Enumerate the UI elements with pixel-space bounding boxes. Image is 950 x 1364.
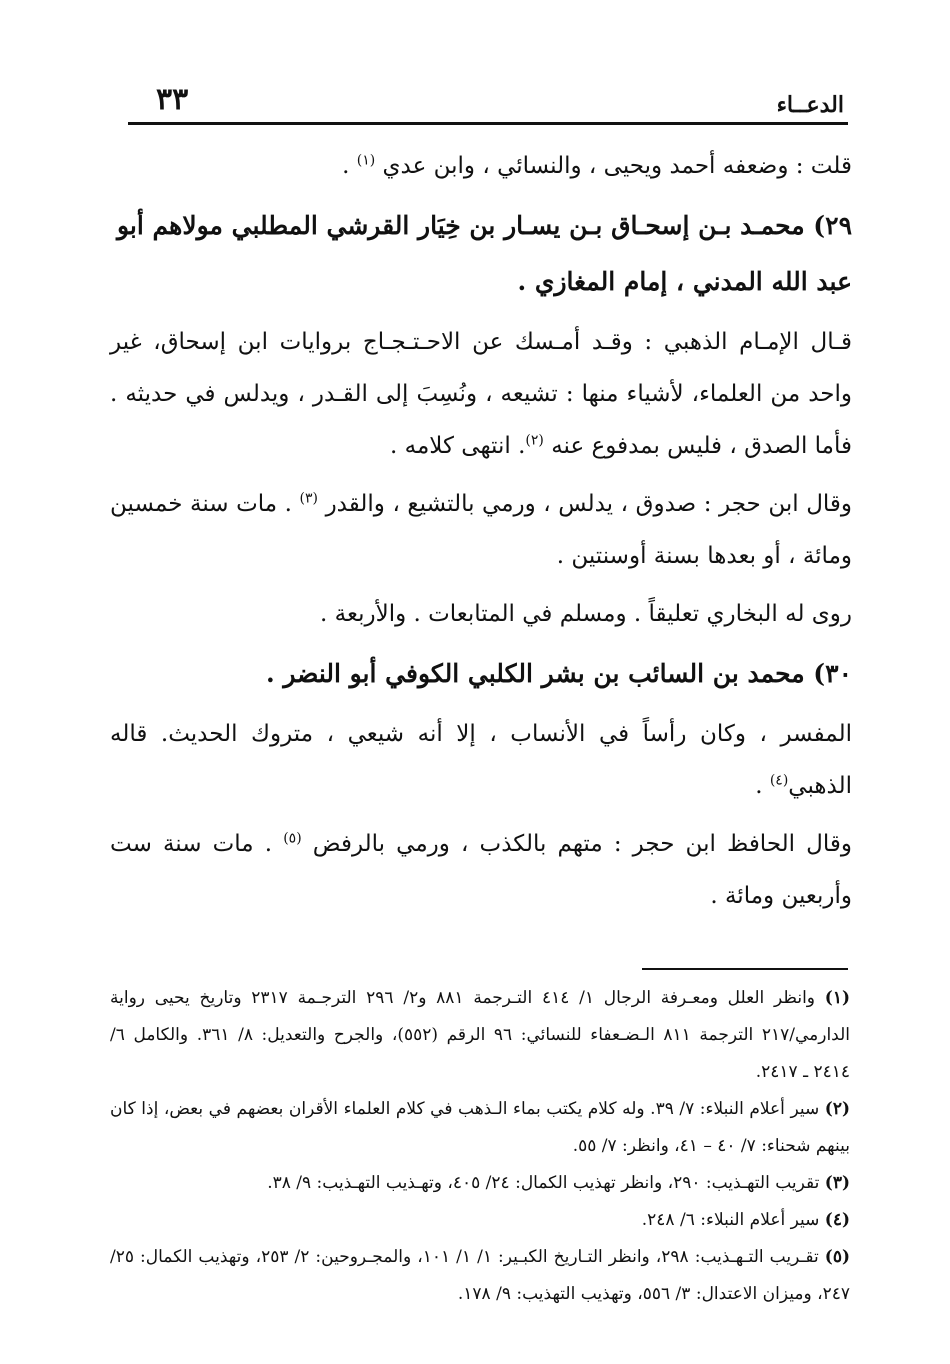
running-title: الدعــاء [776, 92, 844, 118]
footnote-text: سير أعلام النبلاء: ٧/ ٣٩. وله كلام يكتب بماء الـذهب في كلام العلماء الأقران بعضهم في بعض، إذا كان بينهم شحناء: ٧/ ٤٠ – ٤١، وانظر: ٧/ ٥٥. [110, 1099, 850, 1156]
paragraph-end: . مات سنة ست وأربعين ومائة . [110, 831, 852, 909]
footnote-text: وانظر العلل ومعـرفة الرجال ١/ ٤١٤ التـرجمة ٨٨١ و٢/ ٢٩٦ الترجـمة ٢٣١٧ وتاريخ يحيى رواية الدارمي/٢١٧ الترجمة ٨١١ الـضـعفاء للنسائي: ٩٦ الرقم (٥٥٢)، والجرح والتعديل: ٨/ ٣٦١. والكامل ٦/ ٢٤١٤ ـ ٢٤١٧. [110, 988, 850, 1082]
footnote-number: (٥) [824, 1247, 851, 1267]
footnotes [110, 980, 850, 1313]
footnote-ref: (٣) [299, 490, 319, 507]
footnote-ref: (٥) [283, 830, 302, 847]
paragraph-text: قلت : وضعفه أحمد ويحيى ، والنسائي ، وابن عدي [382, 153, 852, 179]
footnote-ref: (٢) [525, 432, 544, 449]
footnote-divider [642, 968, 848, 970]
paragraph-2 [110, 316, 852, 472]
paragraph-end: . انتهى كلامه . [390, 433, 526, 459]
paragraph-3 [110, 478, 852, 582]
entry-heading-29: ٢٩) محمـد بـن إسحـاق بـن يسـار بن خِيَار القرشي المطلبي مولاهم أبو عبد الله المدني ، إمام المغازي . [117, 211, 852, 296]
footnote-number: (٢) [824, 1099, 851, 1119]
footnote-text: سير أعلام النبلاء: ٦/ ٢٤٨. [641, 1210, 820, 1230]
footnote-number: (١) [824, 988, 851, 1008]
paragraph-end: . [342, 153, 357, 179]
footnote-4 [110, 1202, 850, 1239]
page-header [128, 82, 848, 125]
paragraph-text: قـال الإمـام الذهبي : وقـد أمـسك عن الاحـتـجـاج بروايات ابن إسحاق، غير واحد من العلماء، لأشياء منها : تشيعه ، ونُسِبَ إلى القـدر ، ويدلس في حديثه . فأما الصدق ، فليس بمدفوع عنه [110, 329, 852, 459]
footnote-1 [110, 980, 850, 1091]
footnote-number: (٣) [824, 1173, 850, 1193]
footnote-text: تقريب التهـذيب: ٢٩٠، وانظر تهذيب الكمال: ٢٤/ ٤٠٥، وتهـذيب التهـذيب: ٩/ ٣٨. [267, 1173, 820, 1193]
footnote-ref: (١) [356, 152, 376, 169]
paragraph-text: المفسر ، وكان رأساً في الأنساب ، إلا أنه شيعي ، متروك الحديث. قاله الذهبي [110, 721, 852, 799]
paragraph-end: . مات سنة خمسين ومائة ، أو بعدها بسنة أوسنتين . [110, 491, 852, 569]
paragraph-4: روى له البخاري تعليقاً . ومسلم في المتابعات . والأربعة . [320, 601, 852, 627]
paragraph-5 [110, 708, 852, 812]
paragraph-6 [110, 818, 852, 922]
footnote-3 [110, 1165, 850, 1202]
page-number: ٣٣ [156, 82, 189, 117]
footnote-5 [110, 1239, 850, 1313]
footnote-text: تقـريب التـهـذيب: ٢٩٨، وانظر التـاريخ الكبـير: ١/ ١/ ١٠١، والمجـروحين: ٢/ ٢٥٣، وتهذيب الكمال: ٢٥/ ٢٤٧، وميزان الاعتدال: ٣/ ٥٥٦، وتهذيب التهذيب: ٩/ ١٧٨. [110, 1247, 850, 1304]
paragraph-text: وقال الحافظ ابن حجر : متهم بالكذب ، ورمي بالرفض [312, 831, 853, 857]
paragraph-end: . [755, 773, 770, 799]
footnote-ref: (٤) [769, 772, 789, 789]
main-text [110, 140, 852, 928]
paragraph-1 [110, 140, 852, 192]
entry-heading-30: ٣٠) محمد بن السائب بن بشر الكلبي الكوفي أبو النضر . [265, 659, 852, 688]
footnote-2 [110, 1091, 850, 1165]
footnote-number: (٤) [824, 1210, 850, 1230]
paragraph-text: وقال ابن حجر : صدوق ، يدلس ، ورمي بالتشيع ، والقدر [325, 491, 853, 517]
